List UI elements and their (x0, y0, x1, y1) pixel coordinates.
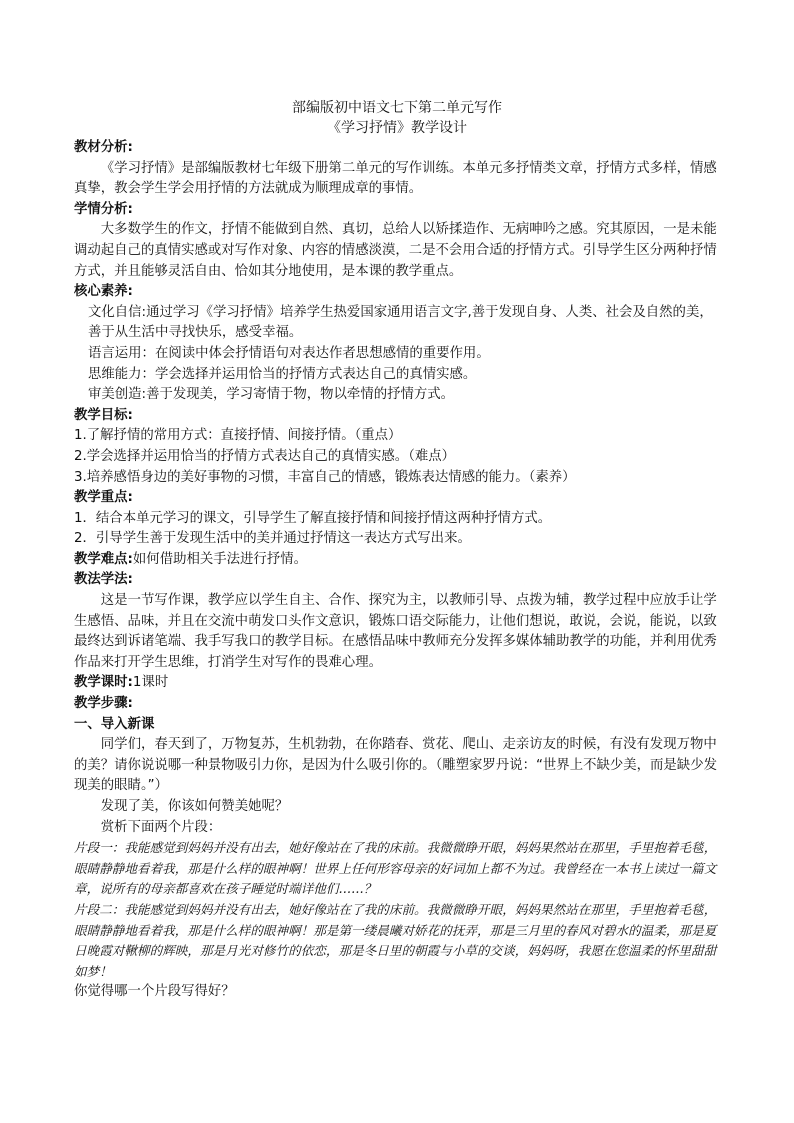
step1-text: 同学们，春天到了，万物复苏，生机勃勃，在你踏春、赏花、爬山、走亲访友的时候，有没有发现万物中的美？请你说说哪一种景物吸引力你，是因为什么吸引你的。（雕塑家罗丹说：“世界上不缺少美，而是缺少发现美的眼睛。”） (74, 737, 717, 794)
hours-line (74, 673, 720, 694)
keypoint-item: 2．引导学生善于发现生活中的美并通过抒情这一表达方式写出来。 (74, 531, 471, 547)
step1-read: 赏析下面两个片段： (100, 819, 222, 835)
method-text: 这是一节写作课，教学应以学生自主、合作、探究为主，以教师引导、点拨为辅，教学过程中应放手让学生感悟、品味，并且在交流中萌发口头作文意识，锻炼口语交际能力，让他们想说，敢说，会说，能说，以致最终达到诉诸笔端、我手写我口的教学目标。在感悟品味中教师充分发挥多媒体辅助教学的功能，并利用优秀作品来打开学生思维，打消学生对写作的畏难心理。 (74, 593, 717, 670)
fragment-one: 片段一：我能感觉到妈妈并没有出去，她好像站在了我的床前。我微微睁开眼，妈妈果然站在那里，手里抱着毛毯，眼睛静静地看着我，那是什么样的眼神啊！世界上任何形容母亲的好词加上都不为过。我曾经在一本书上读过一篇文章，说所有的母亲都喜欢在孩子睡觉时端详他们……？ (74, 840, 717, 897)
material-heading: 教材分析: (74, 140, 133, 155)
student-heading: 学情分析: (74, 201, 133, 217)
hours-text: 1课时 (132, 675, 169, 691)
closing-question: 你觉得哪一个片段写得好？ (74, 984, 235, 1000)
hours-label: 教学课时: (74, 675, 133, 691)
fragment-two: 片段二：我能感觉到妈妈并没有出去，她好像站在了我的床前。我微微睁开眼，妈妈果然站在那里，手里抱着毛毯，眼睛静静地看着我，那是什么样的眼神啊！那是第一缕晨曦对娇花的抚弄，那是三月里的春风对碧水的温柔，那是夏日晚霞对鞦柳的辉映，那是月光对修竹的依恋，那是冬日里的朝霞与小草的交谈，妈妈呀，我愿在您温柔的怀里甜甜如梦！ (74, 901, 717, 979)
literacy-item: 语言运用：在阅读中体会抒情语句对表达作者思想感情的重要作用。 (88, 345, 490, 361)
document-content (74, 98, 720, 1003)
goal-item: 1.了解抒情的常用方式：直接抒情、间接抒情。（重点） (74, 428, 402, 444)
document-title: 部编版初中语文七下第二单元写作 (292, 100, 502, 116)
keypoints-heading: 教学重点: (74, 490, 133, 506)
student-text: 大多数学生的作文，抒情不能做到自然、真切，总给人以矫揉造作、无病呻吟之感。究其原因，一是未能调动起自己的真情实感或对写作对象、内容的情感淡漠，二是不会用合适的抒情方式。引导学生区分两种抒情方式，并且能够灵活自由、恰如其分地使用，是本课的教学重点。 (74, 222, 717, 279)
material-text: 《学习抒情》是部编版教材七年级下册第二单元的写作训练。本单元多抒情类文章，抒情方式多样，情感真挚，教会学生学会用抒情的方法就成为顺理成章的事情。 (74, 160, 717, 197)
literacy-item: 审美创造:善于发现美，学习寄情于物，物以牵情的抒情方式。 (88, 387, 455, 403)
literacy-item: 文化自信:通过学习《学习抒情》培养学生热爱国家通用语言文字,善于发现自身、人类、社会及自然的美，善于从生活中寻找快乐，感受幸福。 (88, 304, 713, 341)
literacy-heading: 核心素养: (74, 284, 133, 300)
literacy-item: 思维能力：学会选择并运用恰当的抒情方式表达自己的真情实感。 (88, 366, 477, 382)
difficulty-label: 教学难点: (74, 551, 133, 567)
difficulty-line (74, 550, 720, 571)
steps-heading: 教学步骤: (74, 696, 133, 712)
goal-item: 3.培养感悟身边的美好事物的习惯，丰富自己的情感，锻炼表达情感的能力。（素养） (74, 469, 576, 485)
goal-item: 2.学会选择并运用恰当的抒情方式表达自己的真情实感。（难点） (74, 448, 456, 464)
method-heading: 教法学法: (74, 572, 133, 588)
document-subtitle: 《学习抒情》教学设计 (327, 120, 467, 136)
goals-heading: 教学目标: (74, 407, 133, 423)
step1-heading: 一、导入新课 (74, 716, 155, 732)
difficulty-text: 如何借助相关手法进行抒情。 (132, 551, 307, 567)
step1-question: 发现了美，你该如何赞美她呢？ (100, 799, 289, 814)
keypoint-item: 1．结合本单元学习的课文，引导学生了解直接抒情和间接抒情这两种抒情方式。 (74, 510, 552, 526)
